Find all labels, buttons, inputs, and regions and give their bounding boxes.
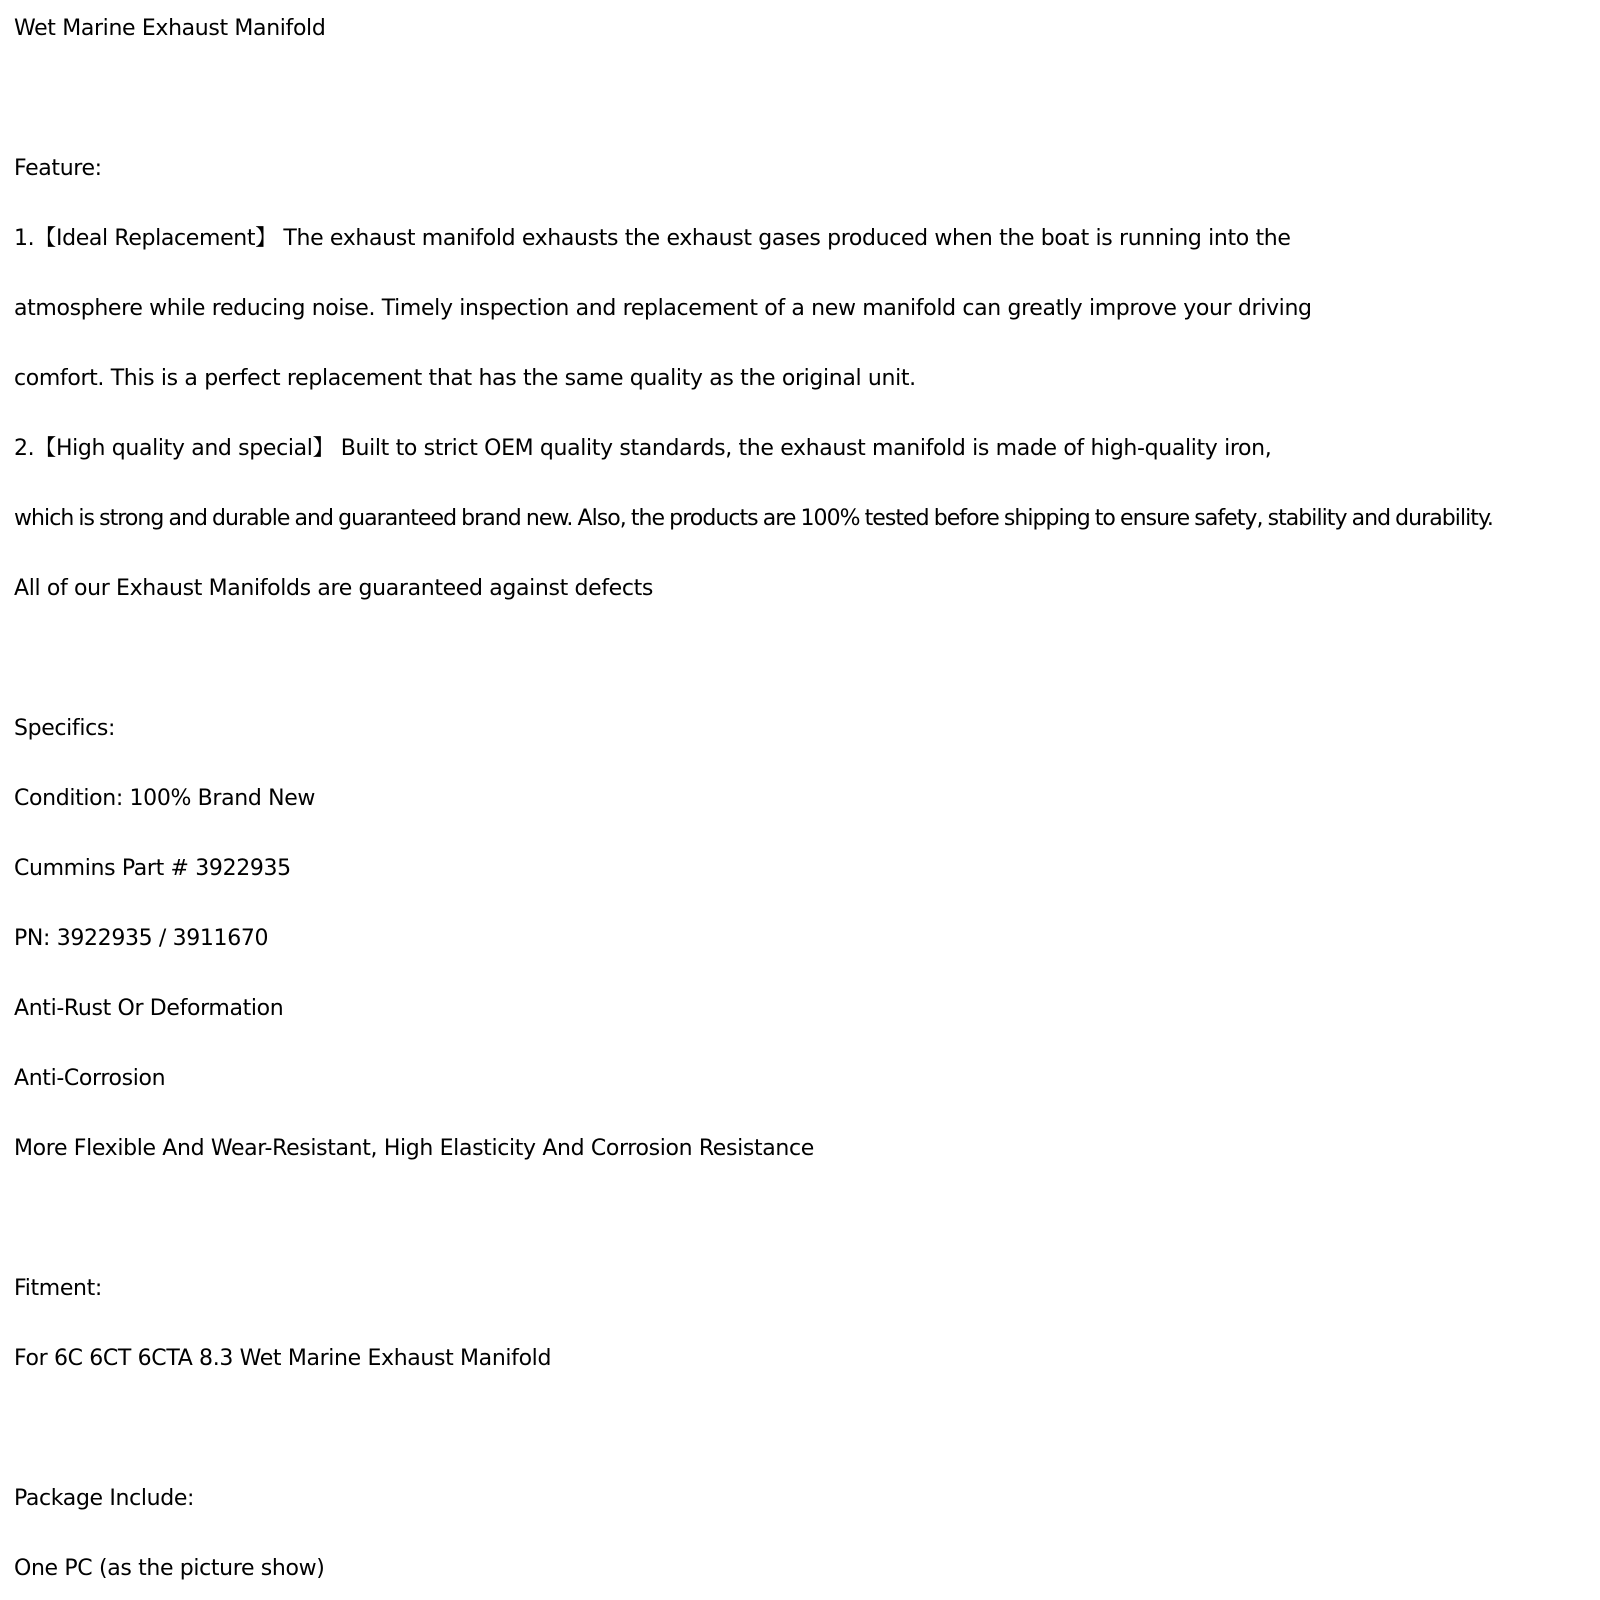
- feature-line-1: 1.【Ideal Replacement】 The exhaust manifold exhausts the exhaust gases produced when the boat is running into the: [14, 226, 1291, 251]
- feature-line-2: atmosphere while reducing noise. Timely inspection and replacement of a new manifold can greatly improve your driving: [14, 296, 1312, 321]
- specifics-item-anti-rust: Anti-Rust Or Deformation: [14, 996, 284, 1021]
- feature-heading: Feature:: [14, 156, 102, 181]
- feature-line-4: 2.【High quality and special】 Built to strict OEM quality standards, the exhaust manifold is made of high-quality iron,: [14, 436, 1272, 461]
- package-text: One PC (as the picture show): [14, 1556, 325, 1581]
- product-title: Wet Marine Exhaust Manifold: [14, 16, 326, 41]
- specifics-item-anti-corrosion: Anti-Corrosion: [14, 1066, 166, 1091]
- feature-line-3: comfort. This is a perfect replacement that has the same quality as the original unit.: [14, 366, 916, 391]
- fitment-heading: Fitment:: [14, 1276, 102, 1301]
- package-heading: Package Include:: [14, 1486, 195, 1511]
- feature-line-6: All of our Exhaust Manifolds are guaranteed against defects: [14, 576, 653, 601]
- specifics-item-condition: Condition: 100% Brand New: [14, 786, 316, 811]
- fitment-text: For 6C 6CT 6CTA 8.3 Wet Marine Exhaust Manifold: [14, 1346, 552, 1371]
- specifics-item-pn: PN: 3922935 / 3911670: [14, 926, 269, 951]
- specifics-item-flexible: More Flexible And Wear-Resistant, High Elasticity And Corrosion Resistance: [14, 1136, 814, 1161]
- feature-line-5: which is strong and durable and guaranteed brand new. Also, the products are 100% tested before shipping to ensure safety, stability and durability.: [14, 506, 1493, 531]
- specifics-heading: Specifics:: [14, 716, 116, 741]
- specifics-item-part-number: Cummins Part # 3922935: [14, 856, 291, 881]
